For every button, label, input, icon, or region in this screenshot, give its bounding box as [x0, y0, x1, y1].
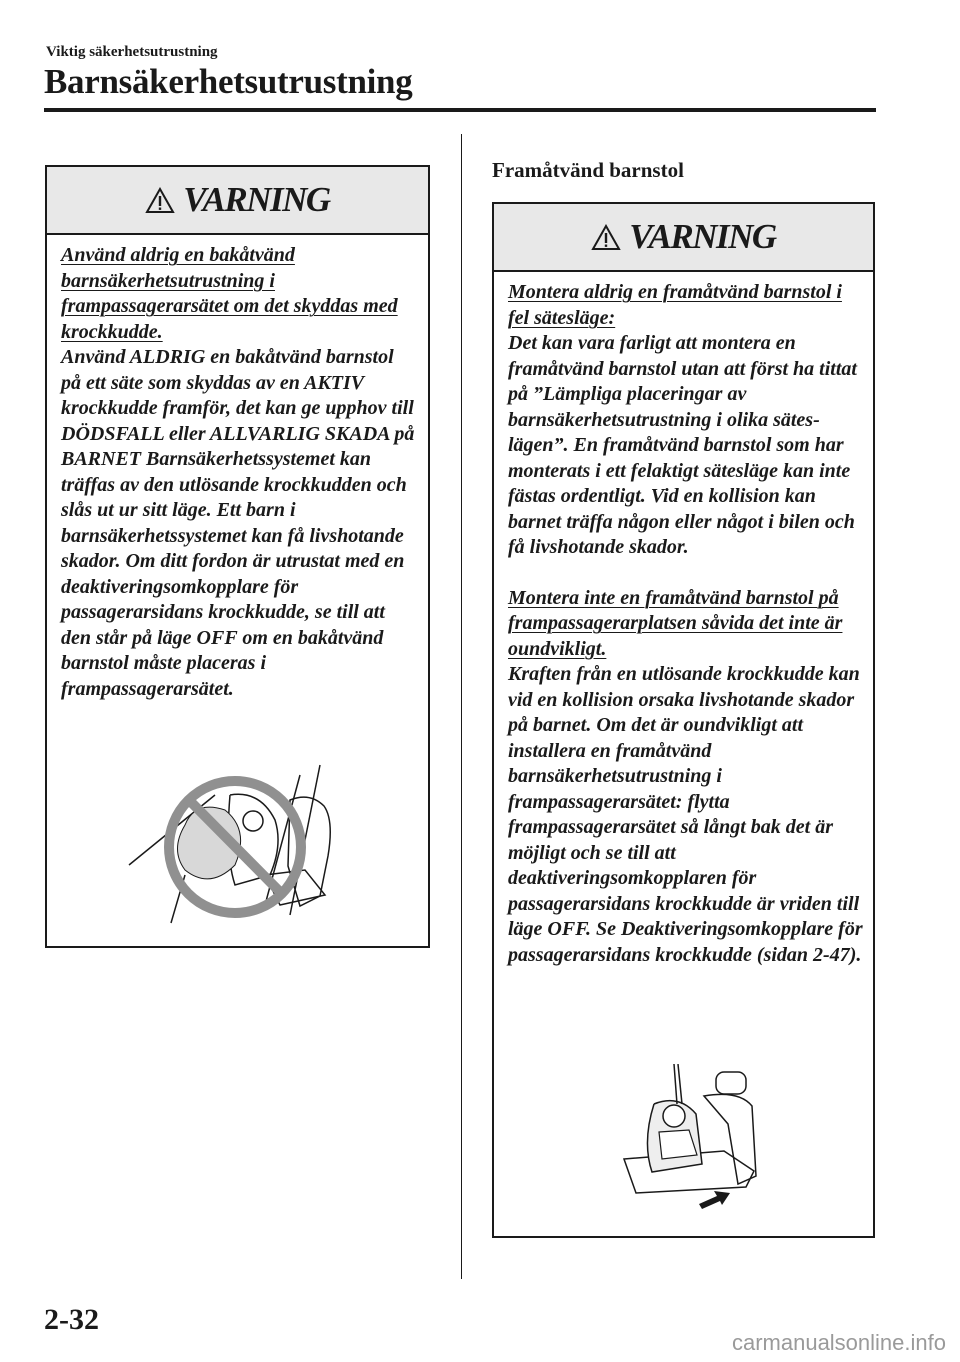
warning-box-rear-facing [45, 165, 430, 948]
warning-label: VARNING [629, 217, 776, 256]
title-rule [44, 108, 876, 112]
rear-facing-seat-prohibited-illustration [125, 755, 365, 925]
page-number: 2-32 [44, 1303, 99, 1336]
warning-text: Det kan vara farligt att montera en framåtvänd barnstol utan att först ha tittat på ”Lämpliga placeringar av barnsäkerhetsutrustning i olika säteslägen”. En framåtvänd barnstol som har monterats i ett felaktigt sätesläge kan inte fästas ordentligt. Vid en kollision kan barnet träffa någon eller något i bilen och få livshotande skador. [508, 332, 857, 558]
section-subheading: Framåtvänd barnstol [492, 158, 684, 182]
warning-underlined-text: Använd aldrig en bakåtvänd barnsäkerhetsutrustning i frampassagerarsätet om det skyddas med krockkudde. [61, 244, 398, 343]
watermark: carmanualsonline.info [731, 1330, 946, 1355]
warning-triangle-icon [591, 224, 621, 251]
warning-body [47, 235, 428, 702]
warning-text: Använd ALDRIG en bakåtvänd barnstol på ett säte som skyddas av en AKTIV krockkudde framför, det kan ge upphov till DÖDSFALL eller ALLVARLIG SKADA på BARNET Barnsäkerhetssystemet kan träffas av den utlösande krockkudden och slås ut ur sitt läge. Ett barn i barnsäkerhetssystemet kan få livshotande skador. Om ditt fordon är utrustat med en deaktiveringsomkopplare för passagerarsidans krockkudde, se till att den står på läge OFF om en bakåtvänd barnstol måste placeras i frampassagerarsätet. [61, 346, 415, 700]
warning-underlined-text: Montera aldrig en framåtvänd barnstol i fel sätesläge: [508, 281, 842, 329]
warning-triangle-icon [145, 187, 175, 214]
warning-underlined-text: Montera inte en framåtvänd barnstol på frampassagerarplatsen såvida det inte är oundvikligt. [508, 586, 843, 660]
warning-header [47, 167, 428, 235]
warning-text: Kraften från en utlösande krockkudde kan vid en kollision orsaka livshotande skador på barnet. Om det är oundvikligt att installera en framåtvänd barnsäkerhetsutrustning i frampassagerarsätet: flytta frampassagerarsätet så långt bak det är möjligt och se till att deaktiveringsomkopplaren för passagerarsidans krockkudde är vriden till läge OFF. Se Deaktiveringsomkopplare för passagerarsidans krockkudde (sidan 2-47). [508, 663, 863, 966]
warning-box-forward-facing [492, 202, 875, 1238]
warning-header [494, 204, 873, 272]
warning-label: VARNING [183, 180, 330, 219]
page-title: Barnsäkerhetsutrustning [44, 62, 413, 101]
warning-body [494, 272, 873, 968]
forward-facing-seat-illustration [604, 1064, 774, 1214]
column-divider [461, 134, 462, 1279]
section-label: Viktig säkerhetsutrustning [46, 44, 218, 60]
